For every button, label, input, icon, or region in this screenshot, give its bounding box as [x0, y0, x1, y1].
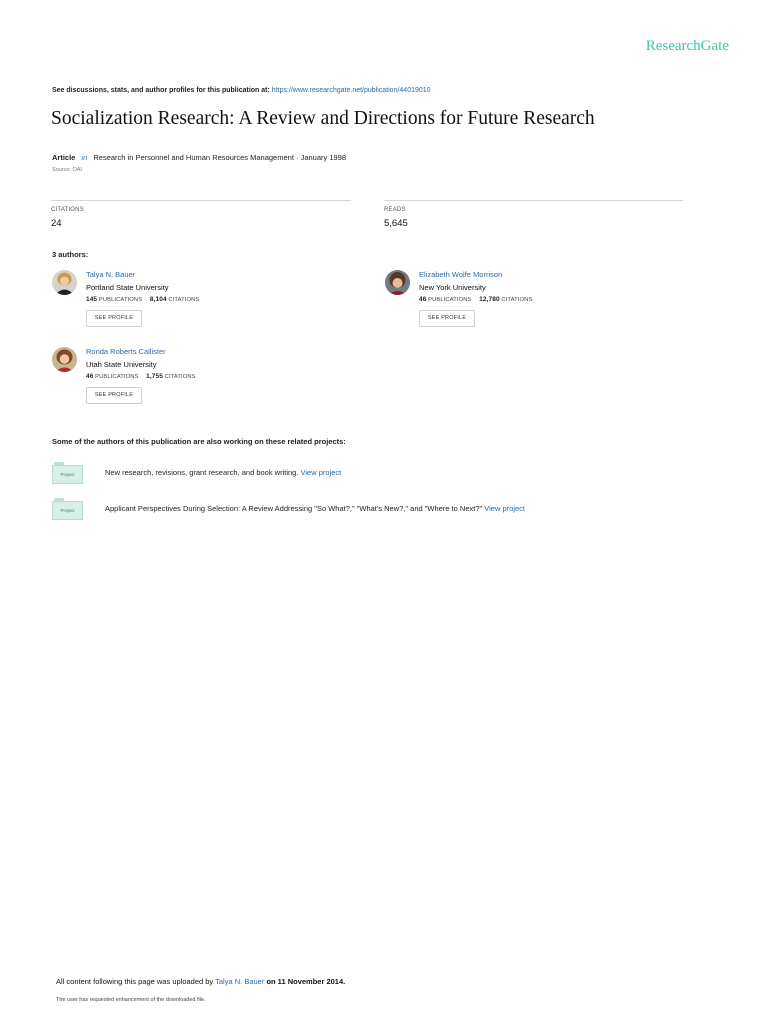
authors-heading: 3 authors: [52, 250, 89, 259]
view-project-link[interactable]: View project [484, 504, 525, 513]
citations-label: CITATIONS [168, 297, 200, 303]
avatar[interactable] [52, 347, 77, 372]
publication-type: Article [52, 153, 76, 162]
reads-label: READS [384, 207, 406, 213]
project-text [105, 468, 341, 477]
folder-icon[interactable] [52, 498, 83, 520]
folder-icon[interactable] [52, 462, 83, 484]
author-card-morrison [385, 270, 645, 340]
view-project-link[interactable]: View project [300, 468, 342, 477]
citations-count: 12,780 [479, 296, 500, 303]
publications-label: PUBLICATIONS [95, 374, 139, 380]
avatar[interactable] [385, 270, 410, 295]
publications-count: 46 [86, 373, 94, 380]
citations-stat [51, 200, 351, 229]
author-stats [86, 373, 196, 380]
author-card-bauer [52, 270, 312, 340]
publication-meta [52, 153, 346, 162]
author-institution: Portland State University [86, 283, 169, 292]
in-label: in [81, 153, 88, 162]
uploaded-notice [56, 977, 345, 986]
citations-value: 24 [51, 218, 62, 229]
project-description: New research, revisions, grant research, and book writing. [105, 468, 299, 477]
author-name[interactable]: Elizabeth Wolfe Morrison [419, 270, 503, 279]
publication-url-link[interactable]: https://www.researchgate.net/publication/44019010 [271, 87, 431, 94]
see-profile-button[interactable]: SEE PROFILE [86, 310, 142, 327]
researchgate-logo[interactable]: ResearchGate [645, 38, 729, 54]
author-institution: New York University [419, 283, 486, 292]
citations-count: 1,755 [146, 373, 163, 380]
related-project [52, 498, 692, 524]
discussion-text: See discussions, stats, and author profiles for this publication at: [52, 87, 270, 94]
uploaded-prefix: All content following this page was uploaded by [56, 977, 214, 986]
see-profile-button[interactable]: SEE PROFILE [419, 310, 475, 327]
avatar[interactable] [52, 270, 77, 295]
publications-label: PUBLICATIONS [98, 297, 143, 303]
enhancement-note: The user has requested enhancement of the downloaded file. [56, 997, 206, 1003]
reads-value: 5,645 [384, 218, 408, 229]
related-project [52, 462, 692, 488]
project-icon-label: Project [52, 501, 83, 520]
publications-count: 46 [419, 296, 427, 303]
reads-stat [384, 200, 683, 229]
citations-label: CITATIONS [501, 297, 533, 303]
author-card-callister [52, 347, 312, 417]
author-stats [419, 296, 532, 303]
discussion-line [52, 87, 431, 94]
journal-name: Research in Personnel and Human Resources Management · January 1998 [93, 153, 347, 162]
citations-label: CITATIONS [164, 374, 196, 380]
project-description: Applicant Perspectives During Selection: A Review Addressing "So What?," "What's New?," and "Where to Next?" [105, 504, 483, 513]
author-stats [86, 296, 199, 303]
author-name[interactable]: Ronda Roberts Callister [86, 347, 166, 356]
project-text [105, 504, 525, 513]
author-institution: Utah State University [86, 360, 157, 369]
related-projects-heading: Some of the authors of this publication are also working on these related projects: [52, 437, 346, 446]
uploader-link[interactable]: Talya N. Bauer [215, 977, 265, 986]
publications-label: PUBLICATIONS [428, 297, 472, 303]
project-icon-label: Project [52, 465, 83, 484]
see-profile-button[interactable]: SEE PROFILE [86, 387, 142, 404]
publications-count: 145 [86, 296, 98, 303]
citations-count: 8,104 [149, 296, 167, 303]
publication-source: Source: OAI [52, 167, 82, 173]
publication-title: Socialization Research: A Review and Directions for Future Research [51, 108, 595, 129]
author-name[interactable]: Talya N. Bauer [86, 270, 136, 279]
citations-label: CITATIONS [51, 207, 84, 213]
uploaded-date: on 11 November 2014. [266, 977, 346, 986]
